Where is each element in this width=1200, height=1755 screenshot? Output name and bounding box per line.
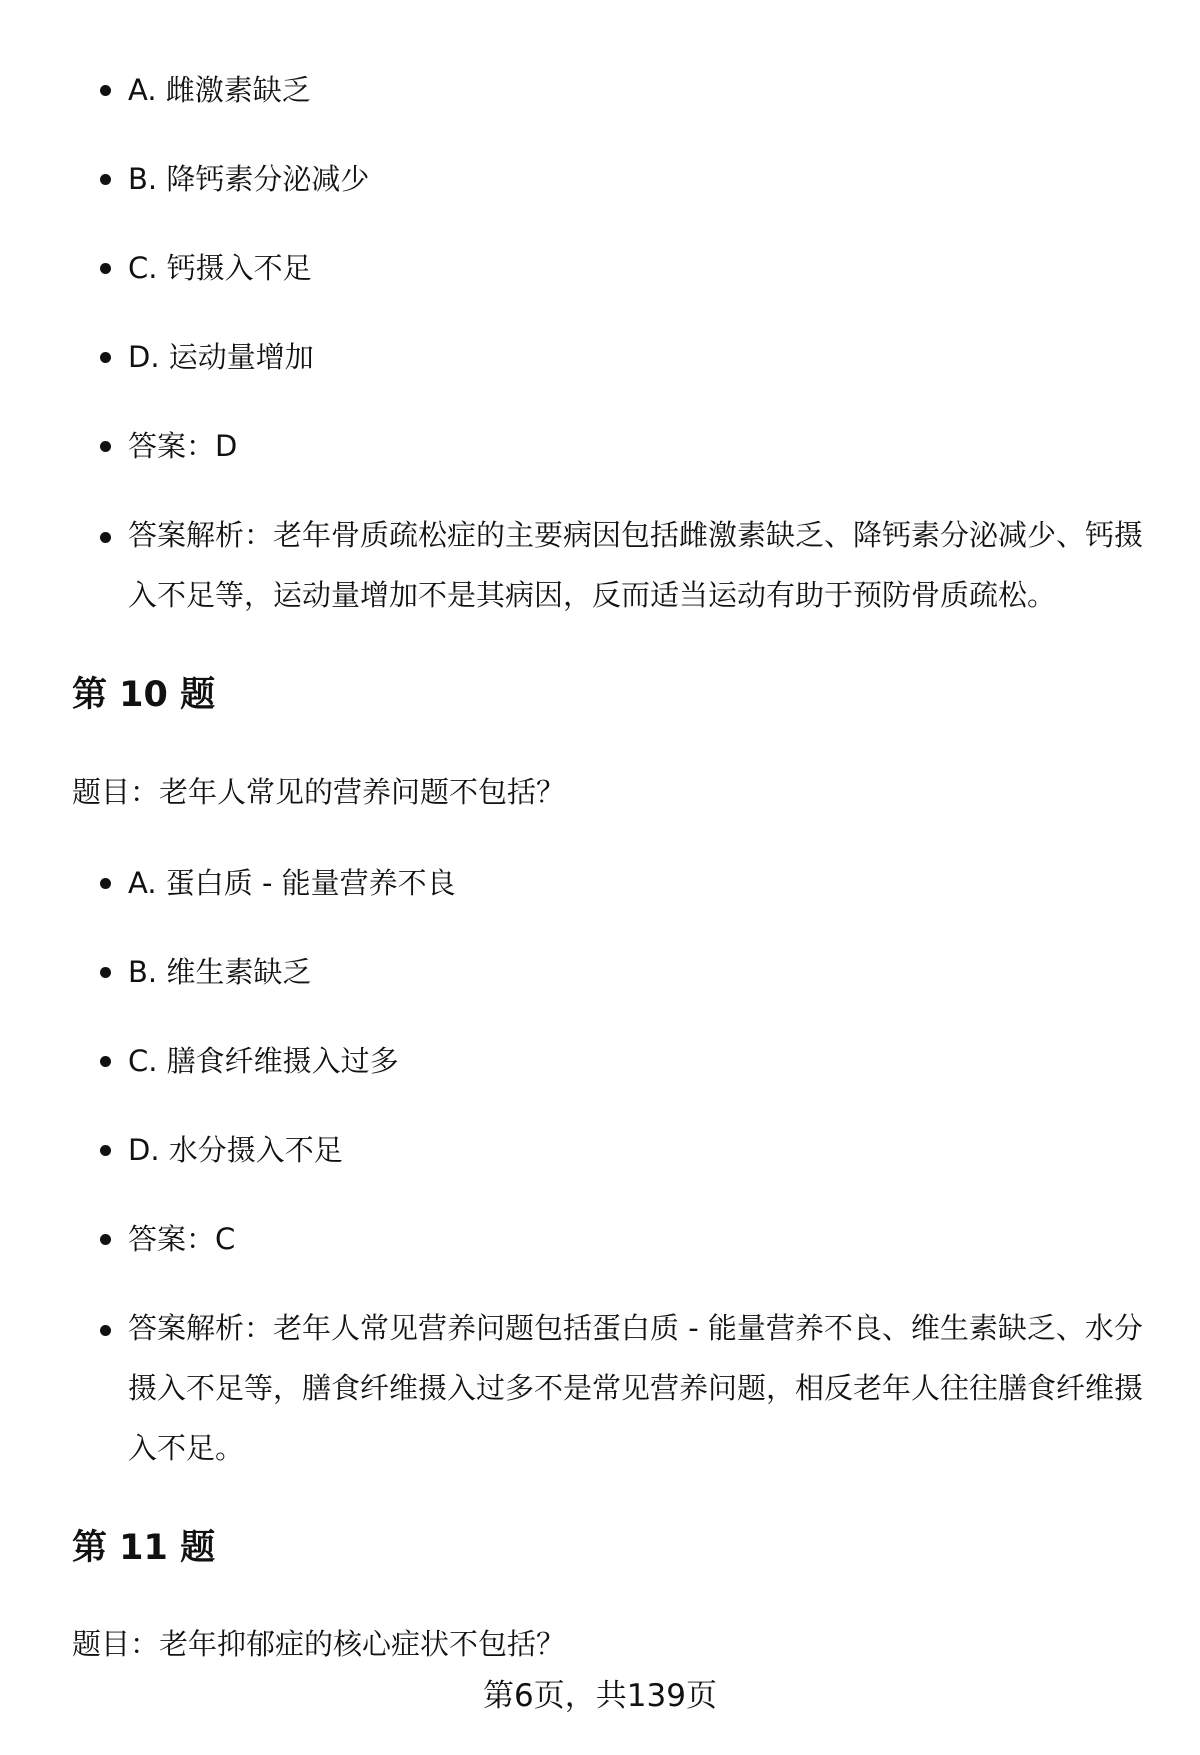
- q10-option-a: A. 蛋白质 - 能量营养不良: [128, 853, 1148, 913]
- q10-explanation: 答案解析：老年人常见营养问题包括蛋白质 - 能量营养不良、维生素缺乏、水分摄入不足等，膳食纤维摄入过多不是常见营养问题，相反老年人往往膳食纤维摄入不足。: [128, 1298, 1148, 1478]
- q10-option-c: C. 膳食纤维摄入过多: [128, 1031, 1148, 1091]
- page-number-footer: 第6页，共139页: [483, 1678, 717, 1714]
- q10-option-b: B. 维生素缺乏: [128, 942, 1148, 1002]
- q9-explanation: 答案解析：老年骨质疏松症的主要病因包括雌激素缺乏、降钙素分泌减少、钙摄入不足等，运动量增加不是其病因，反而适当运动有助于预防骨质疏松。: [128, 505, 1148, 625]
- q10-heading: 第 10 题: [72, 675, 216, 715]
- q11-question: 题目：老年抑郁症的核心症状不包括？: [72, 1627, 566, 1661]
- q9-option-c: C. 钙摄入不足: [128, 238, 1148, 298]
- q9-option-b: B. 降钙素分泌减少: [128, 149, 1148, 209]
- q10-answer: 答案：C: [128, 1209, 1148, 1269]
- q9-answer: 答案：D: [128, 416, 1148, 476]
- q11-heading: 第 11 题: [72, 1528, 216, 1568]
- q9-option-d: D. 运动量增加: [128, 327, 1148, 387]
- q10-option-d: D. 水分摄入不足: [128, 1120, 1148, 1180]
- q9-option-a: A. 雌激素缺乏: [128, 60, 1148, 120]
- q10-question: 题目：老年人常见的营养问题不包括？: [72, 775, 566, 809]
